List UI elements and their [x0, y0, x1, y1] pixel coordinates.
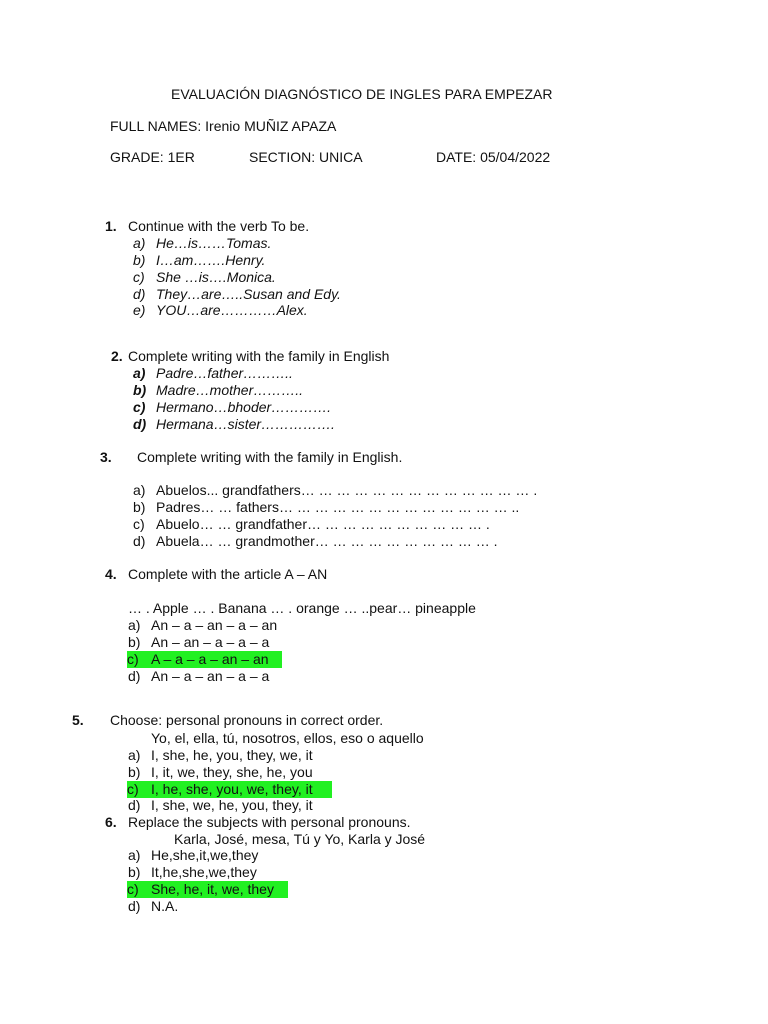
date: DATE: 05/04/2022 — [436, 149, 551, 165]
q6-option-letter: d) — [128, 898, 141, 914]
q2-option-text: Madre…mother……….. — [156, 382, 304, 398]
q4-option-text: An – an – a – a – a — [151, 634, 270, 650]
q5-option-text: I, she, he, you, they, we, it — [151, 747, 313, 763]
q4-option-letter: c) — [127, 651, 139, 667]
q2-number: 2. — [111, 348, 123, 364]
q6-highlighted-answer — [127, 881, 288, 898]
q4-text: Complete with the article A – AN — [128, 566, 328, 582]
grade: GRADE: 1ER — [110, 149, 195, 165]
q5-text: Choose: personal pronouns in correct order. — [110, 712, 384, 728]
q5-option-text: I, he, she, you, we, they, it — [151, 781, 313, 797]
q2-option-text: Padre…father……….. — [156, 365, 293, 381]
q4-option-letter: d) — [128, 668, 141, 684]
q1-text: Continue with the verb To be. — [128, 218, 310, 234]
q6-option-text: It,he,she,we,they — [151, 864, 257, 880]
q2-option-letter: b) — [133, 382, 147, 398]
q6-option-text: She, he, it, we, they — [151, 881, 274, 897]
q5-option-letter: a) — [128, 747, 141, 763]
q3-option-text: Abuelos... grandfathers… … … … … … … … … … … … … . — [156, 482, 538, 498]
q2-text: Complete writing with the family in English — [128, 348, 390, 364]
q1-option-text: She …is….Monica. — [156, 269, 276, 285]
q6-option-letter: a) — [128, 847, 141, 863]
q3-option-text: Abuelo… … grandfather… … … … … … … … … … . — [156, 516, 490, 532]
q2-option-letter: a) — [133, 365, 146, 381]
q1-number: 1. — [105, 218, 117, 234]
q4-option-text: A – a – a – an – an — [151, 651, 269, 667]
q5-option-letter: c) — [127, 781, 139, 797]
q3-option-letter: d) — [133, 533, 146, 549]
q2-option-letter: c) — [133, 399, 146, 415]
q1-option-letter: c) — [133, 269, 145, 285]
section: SECTION: UNICA — [249, 149, 363, 165]
q4-option-letter: a) — [128, 617, 141, 633]
q4-option-text: An – a – an – a – a — [151, 668, 270, 684]
q4-option-letter: b) — [128, 634, 141, 650]
q6-option-text: He,she,it,we,they — [151, 847, 259, 863]
q3-option-text: Padres… … fathers… … … … … … … … … … … … … .. — [156, 499, 520, 515]
q1-option-letter: a) — [133, 235, 146, 251]
q6-option-text: N.A. — [151, 898, 179, 914]
q3-option-text: Abuela… … grandmother… … … … … … … … … … . — [156, 533, 498, 549]
q3-number: 3. — [100, 449, 112, 465]
q1-option-text: They…are…..Susan and Edy. — [156, 286, 341, 302]
q5-option-letter: d) — [128, 797, 141, 813]
q5-option-text: I, she, we, he, you, they, it — [151, 797, 313, 813]
q1-option-text: I…am…….Henry. — [156, 252, 266, 268]
q3-option-letter: a) — [133, 482, 146, 498]
page-title: EVALUACIÓN DIAGNÓSTICO DE INGLES PARA EMPEZAR — [171, 86, 553, 102]
q6-text: Replace the subjects with personal pronouns. — [128, 814, 411, 830]
q6-option-letter: c) — [127, 881, 139, 897]
q5-option-letter: b) — [128, 764, 141, 780]
q3-option-letter: b) — [133, 499, 146, 515]
q5-subtext: Yo, el, ella, tú, nosotros, ellos, eso o aquello — [151, 730, 424, 746]
q2-option-letter: d) — [133, 416, 147, 432]
q1-option-letter: e) — [133, 302, 146, 318]
q3-text: Complete writing with the family in English. — [137, 449, 403, 465]
q4-highlighted-answer — [127, 651, 282, 668]
q4-words: … . Apple … . Banana … . orange … ..pear… pineapple — [128, 600, 476, 616]
q1-option-letter: d) — [133, 286, 146, 302]
q1-option-letter: b) — [133, 252, 146, 268]
q3-option-letter: c) — [133, 516, 145, 532]
q5-number: 5. — [72, 712, 84, 728]
q2-option-text: Hermano…bhoder…………. — [156, 399, 332, 415]
q4-option-text: An – a – an – a – an — [151, 617, 278, 633]
q6-option-letter: b) — [128, 864, 141, 880]
q6-number: 6. — [105, 814, 117, 830]
q6-subtext: Karla, José, mesa, Tú y Yo, Karla y José — [174, 831, 426, 847]
q2-option-text: Hermana…sister……………. — [156, 416, 335, 432]
q5-highlighted-answer — [127, 781, 332, 798]
q1-option-text: YOU…are…………Alex. — [156, 302, 308, 318]
full-names: FULL NAMES: Irenio MUÑIZ APAZA — [110, 118, 337, 134]
q4-number: 4. — [105, 566, 117, 582]
q1-option-text: He…is……Tomas. — [156, 235, 272, 251]
q5-option-text: I, it, we, they, she, he, you — [151, 764, 313, 780]
